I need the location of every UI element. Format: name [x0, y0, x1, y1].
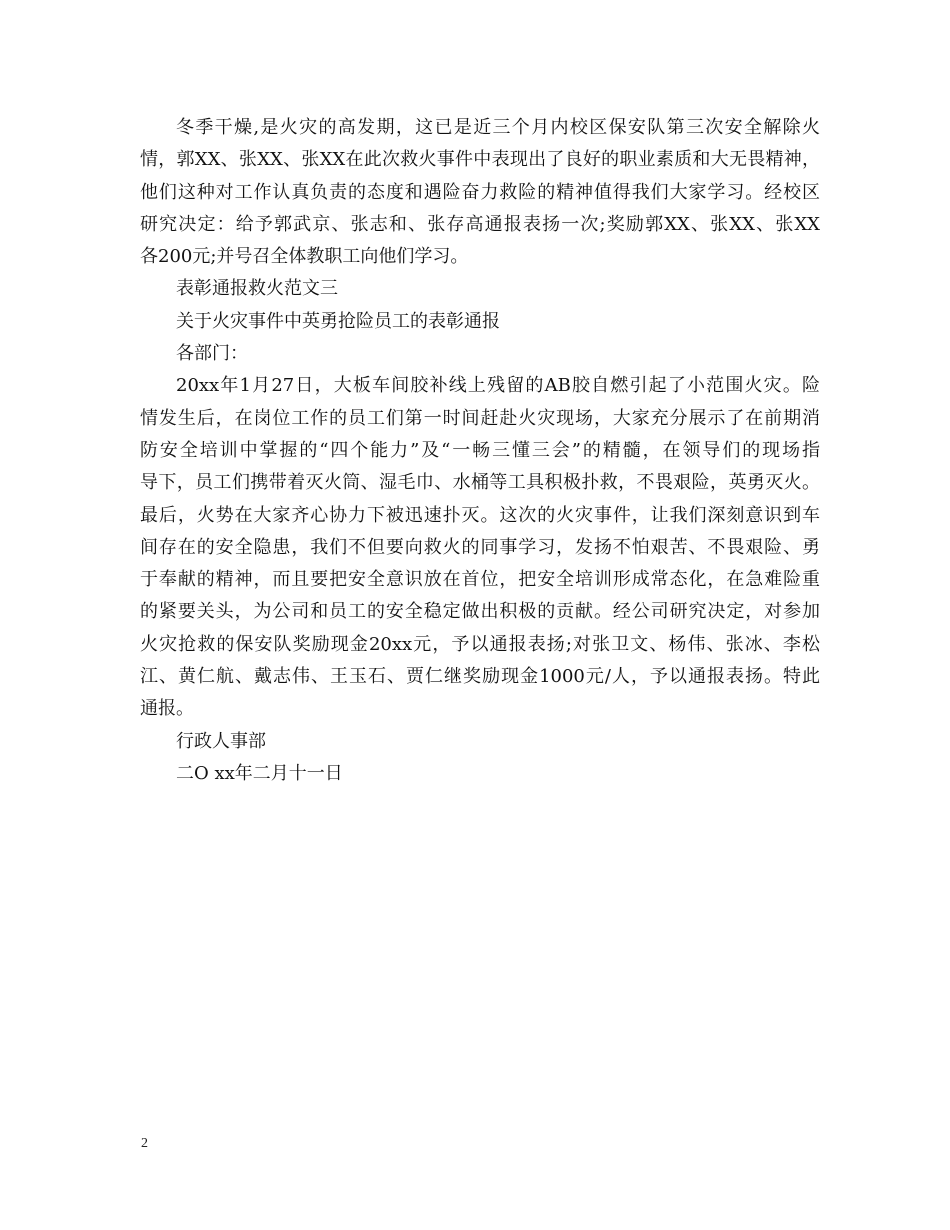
paragraph-1-line-2: 情，郭XX、张XX、张XX在此次救火事件中表现出了良好的职业素质和大无畏精神，: [140, 149, 820, 171]
date: 二O xx年二月十一日: [176, 762, 343, 784]
paragraph-2-line-10: 江、黄仁航、戴志伟、王玉石、贾仁继奖励现金1000元/人，予以通报表扬。特此: [140, 666, 820, 688]
paragraph-2-line-4: 导下，员工们携带着灭火筒、湿毛巾、水桶等工具积极扑救，不畏艰险，英勇灭火。: [140, 472, 820, 494]
document-body: [140, 112, 820, 790]
paragraph-2-line-2: 情发生后，在岗位工作的员工们第一时间赶赴火灾现场，大家充分展示了在前期消: [140, 407, 820, 429]
notice-title: 关于火灾事件中英勇抢险员工的表彰通报: [176, 310, 500, 332]
section-title: 表彰通报救火范文三: [176, 278, 338, 300]
paragraph-1-line-3: 他们这种对工作认真负责的态度和遇险奋力救险的精神值得我们大家学习。经校区: [140, 181, 820, 203]
signature: 行政人事部: [176, 730, 266, 752]
page-number: 2: [141, 1136, 148, 1151]
paragraph-1-line-4: 研究决定：给予郭武京、张志和、张存高通报表扬一次;奖励郭XX、张XX、张XX: [140, 213, 820, 235]
paragraph-2-line-11: 通报。: [140, 698, 194, 720]
paragraph-2-line-8: 的紧要关头，为公司和员工的安全稳定做出积极的贡献。经公司研究决定，对参加: [140, 601, 820, 623]
paragraph-2-line-1: 20xx年1月27日，大板车间胶补线上残留的AB胶自燃引起了小范围火灾。险: [176, 375, 820, 397]
paragraph-2-line-6: 间存在的安全隐患，我们不但要向救火的同事学习，发扬不怕艰苦、不畏艰险、勇: [140, 536, 820, 558]
paragraph-2-line-9: 火灾抢救的保安队奖励现金20xx元，予以通报表扬;对张卫文、杨伟、张冰、李松: [140, 633, 820, 655]
paragraph-1-line-5: 各200元;并号召全体教职工向他们学习。: [140, 246, 469, 268]
paragraph-2-line-5: 最后，火势在大家齐心协力下被迅速扑灭。这次的火灾事件，让我们深刻意识到车: [140, 504, 820, 526]
paragraph-2-line-3: 防安全培训中掌握的“四个能力”及“一畅三懂三会”的精髓，在领导们的现场指: [140, 439, 820, 461]
salutation: 各部门：: [176, 343, 248, 365]
paragraph-2-line-7: 于奉献的精神，而且要把安全意识放在首位，把安全培训形成常态化，在急难险重: [140, 569, 820, 591]
paragraph-1-line-1: 冬季干燥,是火灾的高发期，这已是近三个月内校区保安队第三次安全解除火: [176, 117, 820, 138]
